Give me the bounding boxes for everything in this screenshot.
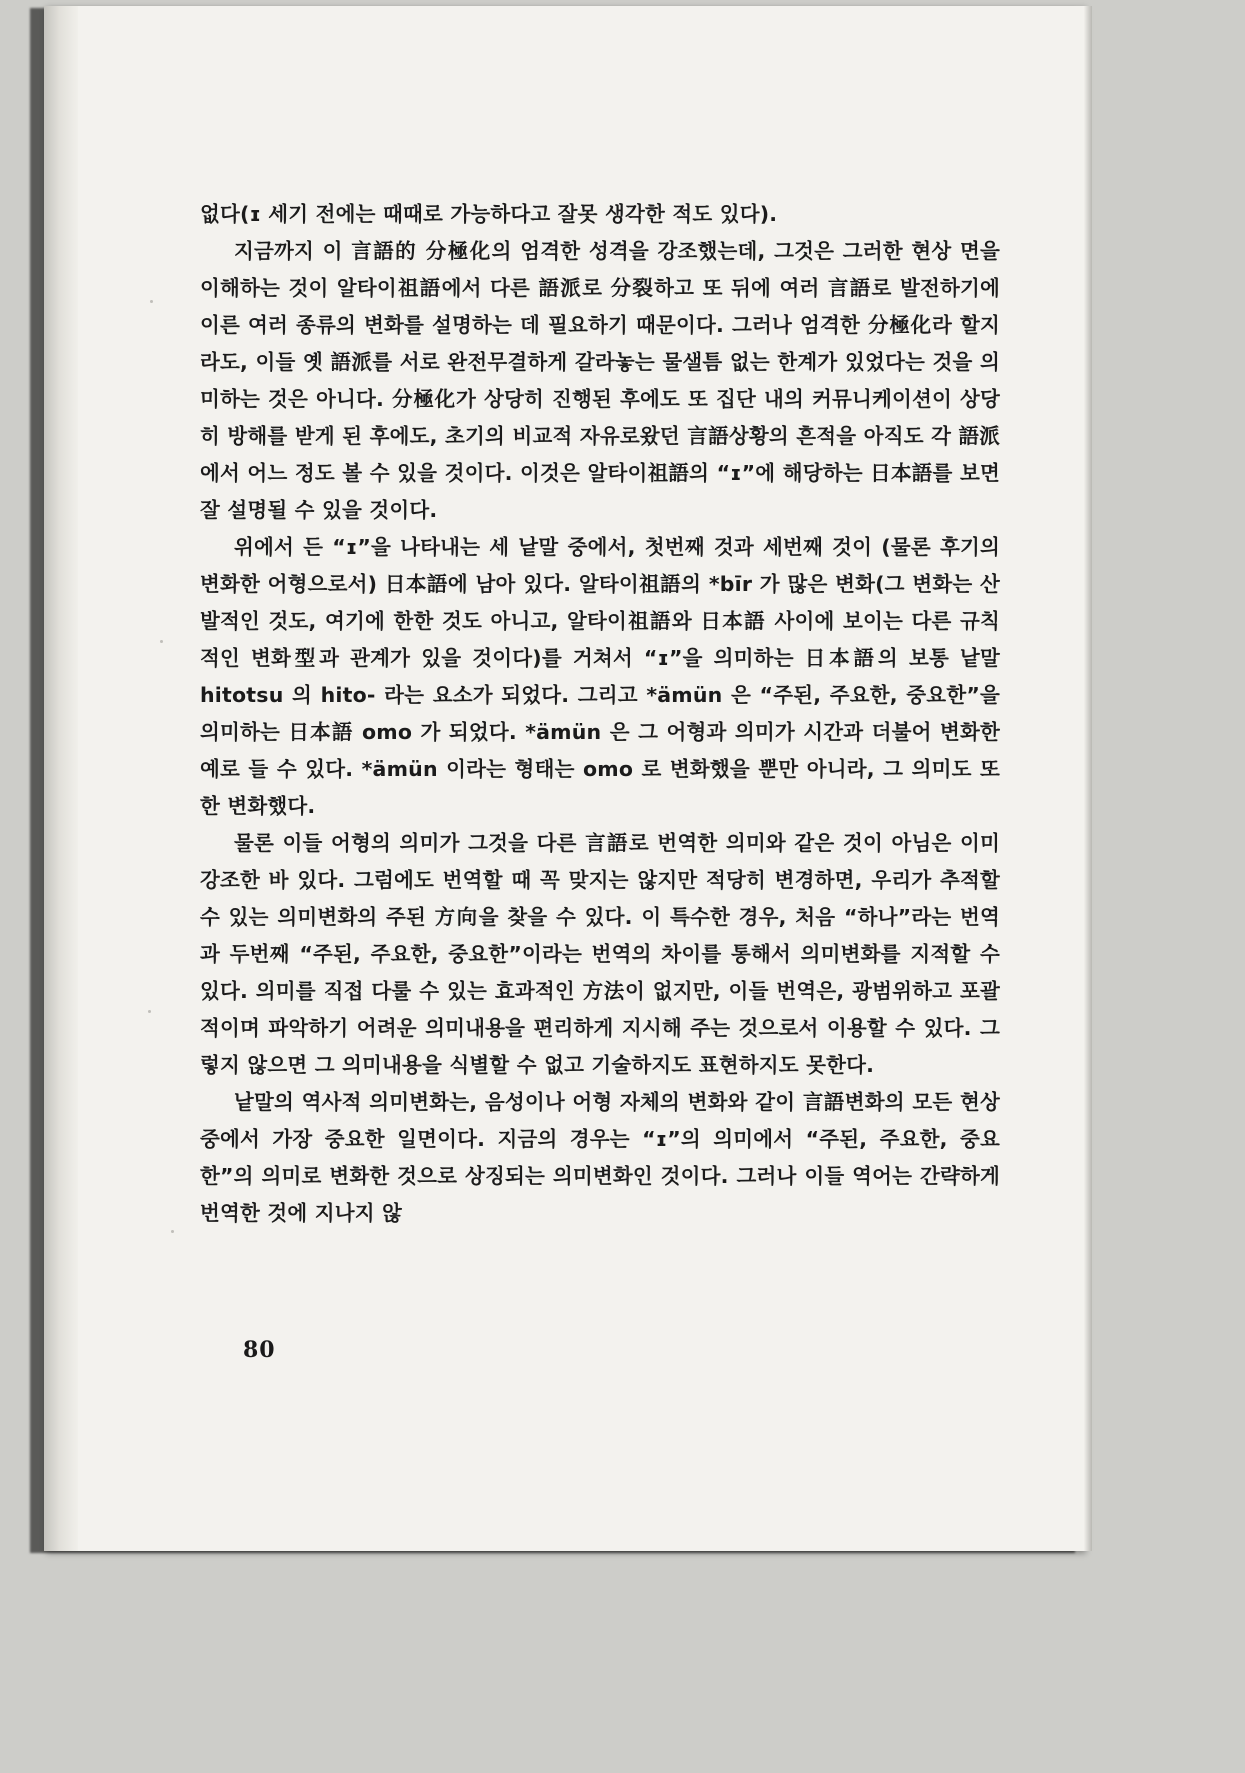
page-right-edge: [1084, 6, 1092, 1551]
paragraph-5: 낱말의 역사적 의미변화는, 음성이나 어형 자체의 변화와 같이 言語변화의 모든 현상 중에서 가장 중요한 일면이다. 지금의 경우는 “ɪ”의 의미에서 “주된, 주요한, 중요한”의 의미로 변화한 것으로 상징되는 의미변화인 것이다. 그러나 이들 역어는 간략하게 번역한 것에 지나지 않: [200, 1090, 1000, 1225]
page-text-body: [200, 196, 1000, 1232]
paragraph-3: 위에서 든 “ɪ”을 나타내는 세 낱말 중에서, 첫번째 것과 세번째 것이 (물론 후기의 변화한 어형으로서) 日本語에 남아 있다. 알타이祖語의 *bīr 가 많은 변화(그 변화는 산발적인 것도, 여기에 한한 것도 아니고, 알타이祖語와 日本語 사이에 보이는 다른 규칙적인 변화型과 관계가 있을 것이다)를 거쳐서 “ɪ”을 의미하는 日本語의 보통 낱말 hitotsu 의 hito- 라는 요소가 되었다. 그리고 *ämün 은 “주된, 주요한, 중요한”을 의미하는 日本語 omo 가 되었다. *ämün 은 그 어형과 의미가 시간과 더불어 변화한 예로 들 수 있다. *ämün 이라는 형태는 omo 로 변화했을 뿐만 아니라, 그 의미도 또한 변화했다.: [200, 535, 1000, 818]
scan-speckle: [160, 640, 163, 643]
scan-speckle: [171, 1230, 174, 1233]
book-gutter-shading: [44, 6, 78, 1551]
page-number: 80: [243, 1337, 276, 1363]
paragraph-1: 없다(ɪ 세기 전에는 때때로 가능하다고 잘못 생각한 적도 있다).: [200, 202, 778, 226]
paragraph-2: 지금까지 이 言語的 分極化의 엄격한 성격을 강조했는데, 그것은 그러한 현상 면을 이해하는 것이 알타이祖語에서 다른 語派로 分裂하고 또 뒤에 여러 言語로 발전하기에 이른 여러 종류의 변화를 설명하는 데 필요하기 때문이다. 그러나 엄격한 分極化라 할지라도, 이들 옛 語派를 서로 완전무결하게 갈라놓는 물샐틈 없는 한계가 있었다는 것을 의미하는 것은 아니다. 分極化가 상당히 진행된 후에도 또 집단 내의 커뮤니케이션이 상당히 방해를 받게 된 후에도, 초기의 비교적 자유로왔던 言語상황의 흔적을 아직도 각 語派에서 어느 정도 볼 수 있을 것이다. 이것은 알타이祖語의 “ɪ”에 해당하는 日本語를 보면 잘 설명될 수 있을 것이다.: [200, 239, 1000, 522]
paragraph-4: 물론 이들 어형의 의미가 그것을 다른 言語로 번역한 의미와 같은 것이 아님은 이미 강조한 바 있다. 그럼에도 번역할 때 꼭 맞지는 않지만 적당히 변경하면, 우리가 추적할 수 있는 의미변화의 주된 方向을 찾을 수 있다. 이 특수한 경우, 처음 “하나”라는 번역과 두번째 “주된, 주요한, 중요한”이라는 번역의 차이를 통해서 의미변화를 지적할 수 있다. 의미를 직접 다룰 수 있는 효과적인 方法이 없지만, 이들 번역은, 광범위하고 포괄적이며 파악하기 어려운 의미내용을 편리하게 지시해 주는 것으로서 이용할 수 있다. 그렇지 않으면 그 의미내용을 식별할 수 없고 기술하지도 표현하지도 못한다.: [200, 831, 1000, 1077]
scan-speckle: [150, 300, 153, 303]
scan-speckle: [148, 1010, 151, 1013]
